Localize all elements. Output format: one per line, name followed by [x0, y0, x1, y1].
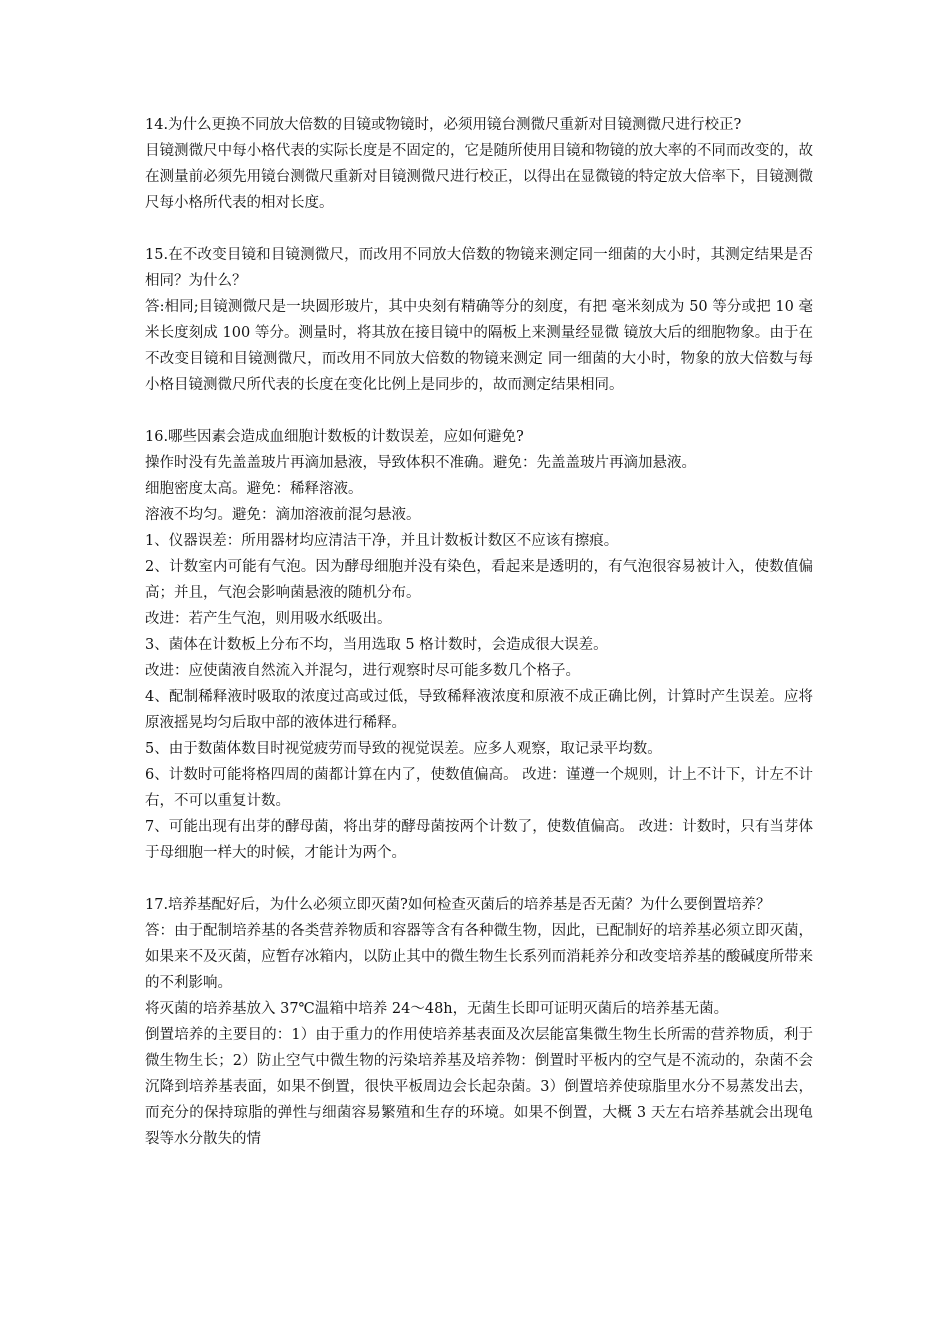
answer-paragraph: 3、菌体在计数板上分布不均，当用选取 5 格计数时，会造成很大误差。 — [145, 637, 608, 653]
answer-paragraph: 细胞密度太高。避免：稀释溶液。 — [145, 481, 363, 497]
answer-paragraph: 倒置培养的主要目的：1）由于重力的作用使培养基表面及次层能富集微生物生长所需的营养物质，利于微生物生长；2）防止空气中微生物的污染培养基及培养物：倒置时平板内的空气是不流动的，杂菌不会沉降到培养基表面，如果不倒置，很快平板周边会长起杂菌。3）倒置培养使琼脂里水分不易蒸发出去，而充分的保持琼脂的弹性与细菌容易繁殖和生存的环境。如果不倒置，大概 3 天左右培养基就会出现龟裂等水分散失的情 — [145, 1027, 813, 1147]
question-heading: 17.培养基配好后，为什么必须立即灭菌?如何检查灭菌后的培养基是否无菌？为什么要倒置培养？ — [145, 897, 771, 913]
answer-paragraph: 4、配制稀释液时吸取的浓度过高或过低，导致稀释液浓度和原液不成正确比例，计算时产生误差。应将原液摇晃均匀后取中部的液体进行稀释。 — [145, 689, 813, 731]
answer-paragraph: 答：由于配制培养基的各类营养物质和容器等含有各种微生物，因此，已配制好的培养基必须立即灭菌，如果来不及灭菌，应暂存冰箱内，以防止其中的微生物生长系列而消耗养分和改变培养基的酸碱度所带来的不利影响。 — [145, 923, 813, 991]
answer-paragraph: 1、仪器误差：所用器材均应清洁干净，并且计数板计数区不应该有擦痕。 — [145, 533, 619, 549]
answer-paragraph: 目镜测微尺中每小格代表的实际长度是不固定的，它是随所使用目镜和物镜的放大率的不同而改变的，故在测量前必须先用镜台测微尺重新对目镜测微尺进行校正，以得出在显微镜的特定放大倍率下，目镜测微尺每小格所代表的相对长度。 — [145, 143, 813, 211]
document-page — [145, 112, 813, 1178]
section-q17 — [145, 892, 813, 1152]
answer-paragraph: 溶液不均匀。避免：滴加溶液前混匀悬液。 — [145, 507, 421, 523]
section-q16 — [145, 424, 813, 866]
answer-paragraph: 改进：若产生气泡，则用吸水纸吸出。 — [145, 611, 392, 627]
section-q15 — [145, 242, 813, 398]
answer-paragraph: 2、计数室内可能有气泡。因为酵母细胞并没有染色，看起来是透明的，有气泡很容易被计入，使数值偏高；并且，气泡会影响菌悬液的随机分布。 — [145, 559, 813, 601]
answer-paragraph: 6、计数时可能将格四周的菌都计算在内了，使数值偏高。 改进：谨遵一个规则，计上不计下，计左不计右，不可以重复计数。 — [145, 767, 813, 809]
question-heading: 16.哪些因素会造成血细胞计数板的计数误差，应如何避免? — [145, 429, 524, 445]
question-heading: 14.为什么更换不同放大倍数的目镜或物镜时，必须用镜台测微尺重新对目镜测微尺进行校正? — [145, 117, 742, 133]
answer-paragraph: 操作时没有先盖盖玻片再滴加悬液，导致体积不准确。避免：先盖盖玻片再滴加悬液。 — [145, 455, 696, 471]
answer-paragraph: 改进：应使菌液自然流入并混匀，进行观察时尽可能多数几个格子。 — [145, 663, 580, 679]
answer-paragraph: 答:相同;目镜测微尺是一块圆形玻片，其中央刻有精确等分的刻度，有把 毫米刻成为 50 等分或把 10 毫米长度刻成 100 等分。测量时，将其放在接目镜中的隔板上来测量经显微 镜放大后的细胞物象。由于在不改变目镜和目镜测微尺，而改用不同放大倍数的物镜来测定 同一细菌的大小时，物象的放大倍数与每小格目镜测微尺所代表的长度在变化比例上是同步的，故而测定结果相同。 — [145, 299, 813, 393]
section-q14 — [145, 112, 813, 216]
question-heading: 15.在不改变目镜和目镜测微尺，而改用不同放大倍数的物镜来测定同一细菌的大小时，其测定结果是否相同？为什么？ — [145, 247, 813, 289]
answer-paragraph: 7、可能出现有出芽的酵母菌，将出芽的酵母菌按两个计数了，使数值偏高。 改进：计数时，只有当芽体于母细胞一样大的时候，才能计为两个。 — [145, 819, 813, 861]
answer-paragraph: 将灭菌的培养基放入 37℃温箱中培养 24～48h，无菌生长即可证明灭菌后的培养基无菌。 — [145, 1001, 729, 1017]
answer-paragraph: 5、由于数菌体数目时视觉疲劳而导致的视觉误差。应多人观察，取记录平均数。 — [145, 741, 662, 757]
